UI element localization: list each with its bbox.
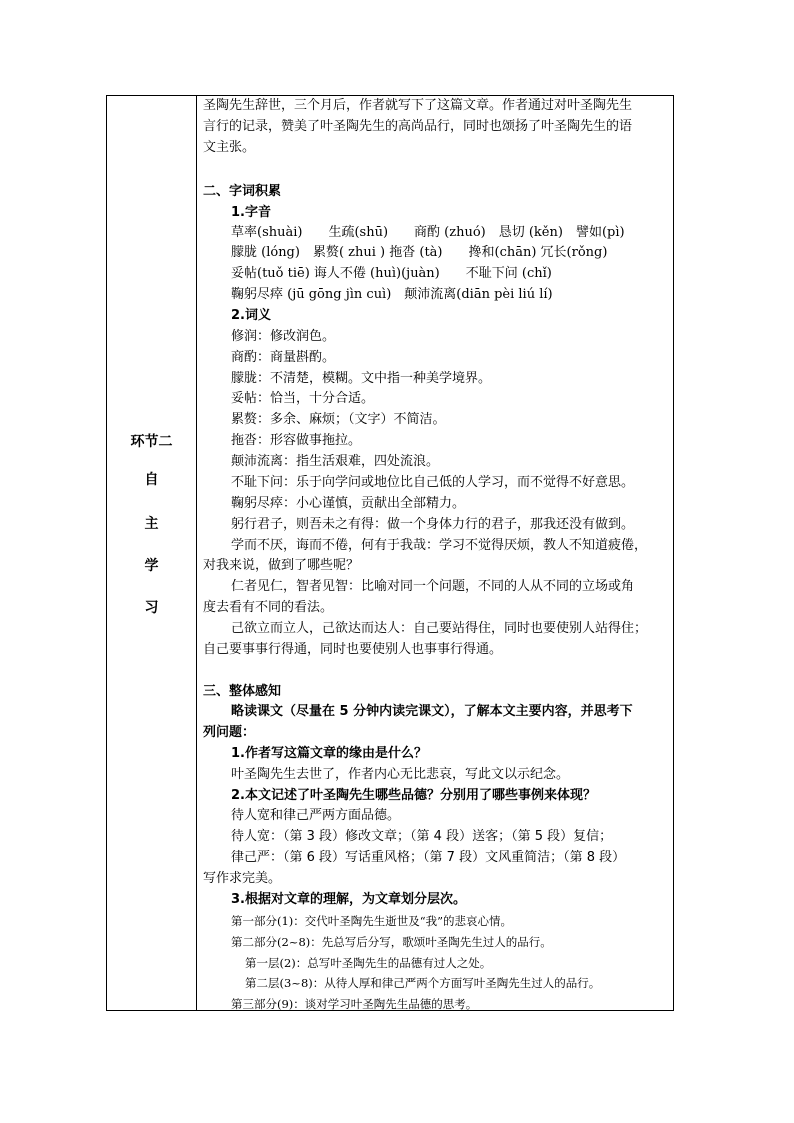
structure-line: 第二部分(2~8)：先总写后分写，歌颂叶圣陶先生过人的品行。 <box>231 935 552 949</box>
text-line: 言行的记录，赞美了叶圣陶先生的高尚品行，同时也颂扬了叶圣陶先生的语 <box>203 119 633 134</box>
question-line: 2.本文记述了叶圣陶先生哪些品德？分别用了哪些事例来体现？ <box>231 788 596 803</box>
definition-line: 修润：修改润色。 <box>231 329 336 344</box>
pronunciation-line: 草率(shuài) 生疏(shū) 商酌 (zhuó) 恳切 (kěn) 譬如(pì) <box>231 225 625 240</box>
pronunciation-line: 鞠躬尽瘁 (jū gōng jìn cuì) 颠沛流离(diān pèi liú lí) <box>231 287 553 302</box>
sub-heading: 2.词义 <box>231 308 271 323</box>
definition-line: 颠沛流离：指生活艰难，四处流浪。 <box>231 454 440 469</box>
definition-line: 仁者见仁，智者见智：比喻对同一个问题，不同的人从不同的立场或角 <box>231 579 635 594</box>
question-line: 3.根据对文章的理解，为文章划分层次。 <box>231 892 466 907</box>
section-label-title: 环节二 <box>130 434 173 450</box>
answer-line: 叶圣陶先生去世了，作者内心无比悲哀，写此文以示纪念。 <box>231 767 570 782</box>
structure-line: 第一层(2)：总写叶圣陶先生的品德有过人之处。 <box>245 956 492 970</box>
structure-line: 第一部分(1)：交代叶圣陶先生逝世及“我”的悲哀心情。 <box>231 914 513 928</box>
section-label-char: 学 <box>144 558 159 574</box>
answer-line: 律己严：（第 6 段）写话重风格；（第 7 段）文风重简洁；（第 8 段） <box>231 850 626 865</box>
pronunciation-line: 妥帖(tuǒ tiē) 诲人不倦 (huì)(juàn) 不耻下问 (chǐ) <box>231 266 552 281</box>
question-line: 1.作者写这篇文章的缘由是什么？ <box>231 746 427 761</box>
text-line: 圣陶先生辞世，三个月后，作者就写下了这篇文章。作者通过对叶圣陶先生 <box>203 98 633 113</box>
structure-line: 第三部分(9)：谈对学习叶圣陶先生品德的思考。 <box>231 997 478 1011</box>
answer-line: 待人宽和律己严两方面品德。 <box>231 808 401 823</box>
column-divider <box>196 95 197 1011</box>
definition-line: 自己要事事行得通，同时也要使别人也事事行得通。 <box>203 642 503 657</box>
section-heading: 三、整体感知 <box>203 684 282 699</box>
definition-line: 妥帖：恰当，十分合适。 <box>231 391 375 406</box>
definition-line: 不耻下问：乐于向学问或地位比自己低的人学习，而不觉得不好意思。 <box>231 475 635 490</box>
sub-heading: 1.字音 <box>231 205 271 220</box>
pronunciation-line: 朦胧 (lóng) 累赘( zhui ) 拖沓 (tà) 搀和(chān) 冗长(rǒng) <box>231 245 608 260</box>
definition-line: 学而不厌，诲而不倦，何有于我哉：学习不觉得厌烦，教人不知道疲倦， <box>231 538 648 553</box>
section-label-char: 习 <box>144 600 159 616</box>
instruction-line: 列问题： <box>203 725 256 740</box>
definition-line: 度去看有不同的看法。 <box>203 600 334 615</box>
definition-line: 己欲立而立人，己欲达而达人：自己要站得住，同时也要使别人站得住； <box>231 621 648 636</box>
answer-line: 待人宽：（第 3 段）修改文章；（第 4 段）送客；（第 5 段）复信； <box>231 829 613 844</box>
definition-line: 鞠躬尽瘁：小心谨慎，贡献出全部精力。 <box>231 496 466 511</box>
text-line: 文主张。 <box>203 140 256 155</box>
section-label-column <box>107 95 196 1011</box>
definition-line: 商酌：商量斟酌。 <box>231 350 336 365</box>
definition-line: 拖沓：形容做事拖拉。 <box>231 433 362 448</box>
definition-line: 对我来说，做到了哪些呢？ <box>203 558 360 573</box>
structure-line: 第二层(3~8)：从待人厚和律己严两个方面写叶圣陶先生过人的品行。 <box>245 976 601 990</box>
answer-line: 写作求完美。 <box>203 871 282 886</box>
definition-line: 躬行君子，则吾未之有得：做一个身体力行的君子，那我还没有做到。 <box>231 517 635 532</box>
section-heading: 二、字词积累 <box>203 184 282 199</box>
section-label-char: 主 <box>144 516 159 532</box>
definition-line: 朦胧：不清楚，模糊。文中指一种美学境界。 <box>231 371 492 386</box>
definition-line: 累赘：多余、麻烦；（文字）不简洁。 <box>231 412 446 427</box>
section-label-char: 自 <box>144 472 159 488</box>
instruction-line: 略读课文（尽量在 5 分钟内读完课文），了解本文主要内容，并思考下 <box>231 704 633 719</box>
